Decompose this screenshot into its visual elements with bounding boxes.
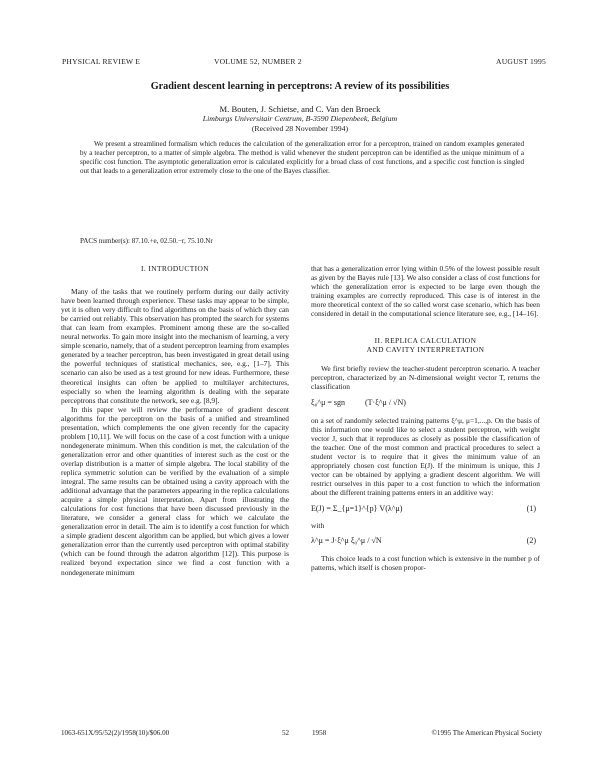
footer-code: 1063-651X/95/52(2)/1958(10)/$06.00 xyxy=(61,729,170,737)
intro-paragraph-2: In this paper we will review the performance of gradient descent algorithms for the perceptron on the basis of a unified and streamlined presentation, which complements the one given recently for the capacity problem [10,11]. We will focus on the case of a cost function with a unique nondegenerate minimum. When this condition is met, the calculation of the generalization error and other quantities of interest such as the cost or the overlap distribution is a matter of simple algebra. The local stability of the replica symmetric solution can be verified by the evaluation of a simple integral. The same results can be obtained using a cavity approach with the additional advantage that the parameters appearing in the replica calculations acquire a simple physical interpretation. Apart from illustrating the calculations for cost functions that have been discussed previously in the literature, we consider a general class for which we calculate the generalization error in detail. The aim is to identify a cost function for which a simple gradient descent algorithm can be applied, but which gives a lower generalization error than the currently used perceptron with optimal stability (which can be found through the adatron algorithm [12]). This purpose is realized beyond expectation since we find a cost function with a nondegenerate minimum xyxy=(61,404,289,577)
equation-lambda-expr: λ^μ = J·ξ^μ ξ₀^μ / √N xyxy=(311,535,382,545)
equation-classification xyxy=(311,392,540,416)
left-column xyxy=(61,264,289,577)
footer-volume: 52 xyxy=(282,729,290,737)
section-heading-cavity: AND CAVITY INTERPRETATION xyxy=(366,345,485,355)
abstract xyxy=(80,140,524,176)
equation-number-2: (2) xyxy=(526,535,536,545)
intro-continuation: that has a generalization error lying within 0.5% of the lowest possible result as given by the Bayes rule [13]. We also consider a class of cost functions for which the generalization error is expected to be large even though the training examples are correctly reproduced. This case is of interest in the more theoretical context of the so called worst case scenario, which has been considered in detail in the computational science literature see, e.g., [14–16]. xyxy=(311,264,540,319)
equation-lhs: ξ₀^μ = sgn xyxy=(311,397,346,407)
journal-name: PHYSICAL REVIEW E xyxy=(62,57,141,66)
issue-date: AUGUST 1995 xyxy=(496,57,546,66)
equation-cost-function xyxy=(311,497,540,521)
with-label: with xyxy=(311,520,325,530)
running-head xyxy=(62,57,546,67)
section2-intro: We first briefly review the teacher-student perceptron scenario. A teacher perceptron, characterized by an N-dimensional weight vector T, returns the classification xyxy=(311,364,540,392)
pacs-numbers: PACS number(s): 87.10.+e, 02.50.−r, 75.10.Nr xyxy=(80,237,213,245)
equation-lambda xyxy=(311,530,540,554)
paper-title: Gradient descent learning in perceptrons: A review of its possibilities xyxy=(150,81,450,92)
equation-fraction: (T·ξ^μ / √N) xyxy=(365,397,406,407)
right-column xyxy=(311,264,540,572)
page-number: 1958 xyxy=(312,729,327,737)
section2-patterns: on a set of randomly selected training patterns ξ^μ, μ=1,...,p. On the basis of this information one would like to select a student perceptron, with weight vector J, such that it reproduces as closely as possible the classification of the teacher. One of the most common and practical procedures to select a student vector is to require that it gives the minimum value of an appropriately chosen cost function E(J). If the minimum is unique, this J vector can be obtained by applying a gradient descent algorithm. We will restrict ourselves in this paper to a cost function to which the information about the different training patterns enters in an additive way: xyxy=(311,415,540,497)
equation-number-1: (1) xyxy=(526,503,536,513)
intro-paragraph-1: Many of the tasks that we routinely perform during our daily activity have been learned through experience. These tasks may appear to be simple, yet it is often very difficult to find algorithms on the basis of which they can be carried out reliably. This observation has prompted the search for systems that can learn from examples. Prominent among these are the so-called neural networks. To gain more insight into the mechanism of learning, a very simple scenario, namely, that of a student perceptron learning from examples generated by a teacher perceptron, has been investigated in great detail using the powerful techniques of statistical mechanics, see, e.g., [1–7]. This scenario can also be used as a test ground for new ideas. Furthermore, these theoretical insights can often be applied to multilayer architectures, especially so when the learning algorithm is dealing with the separate perceptrons that constitute the network, see e.g. [8,9]. xyxy=(61,287,289,405)
section2-cost-extensive: This choice leads to a cost function which is extensive in the number p of patterns, which itself is chosen propor- xyxy=(311,553,540,573)
author-list: M. Bouten, J. Schietse, and C. Van den Broeck xyxy=(219,104,381,114)
section-heading-replica: II. REPLICA CALCULATION xyxy=(374,336,477,346)
abstract-text: We present a streamlined formalism which reduces the calculation of the generalization error for a perceptron, trained on random examples generated by a teacher perceptron, to a matter of simple algebra. The method is valid whenever the student perceptron can be identified as the unique minimum of a specific cost function. The asymptotic generalization error is calculated explicitly for a broad class of cost functions, and a specific cost function is singled out that leads to a generalization error extremely close to the one of the Bayes classifier. xyxy=(80,140,524,176)
section-heading-introduction: I. INTRODUCTION xyxy=(141,264,209,273)
volume-number: VOLUME 52, NUMBER 2 xyxy=(214,57,302,66)
received-date: (Received 28 November 1994) xyxy=(251,124,349,133)
copyright: ©1995 The American Physical Society xyxy=(431,729,542,737)
equation-cost: E(J) = Σ_{μ=1}^{p} V(λ^μ) xyxy=(311,503,403,513)
affiliation: Limburgs Universitair Centrum, B-3590 Diepenbeek, Belgium xyxy=(202,114,398,123)
